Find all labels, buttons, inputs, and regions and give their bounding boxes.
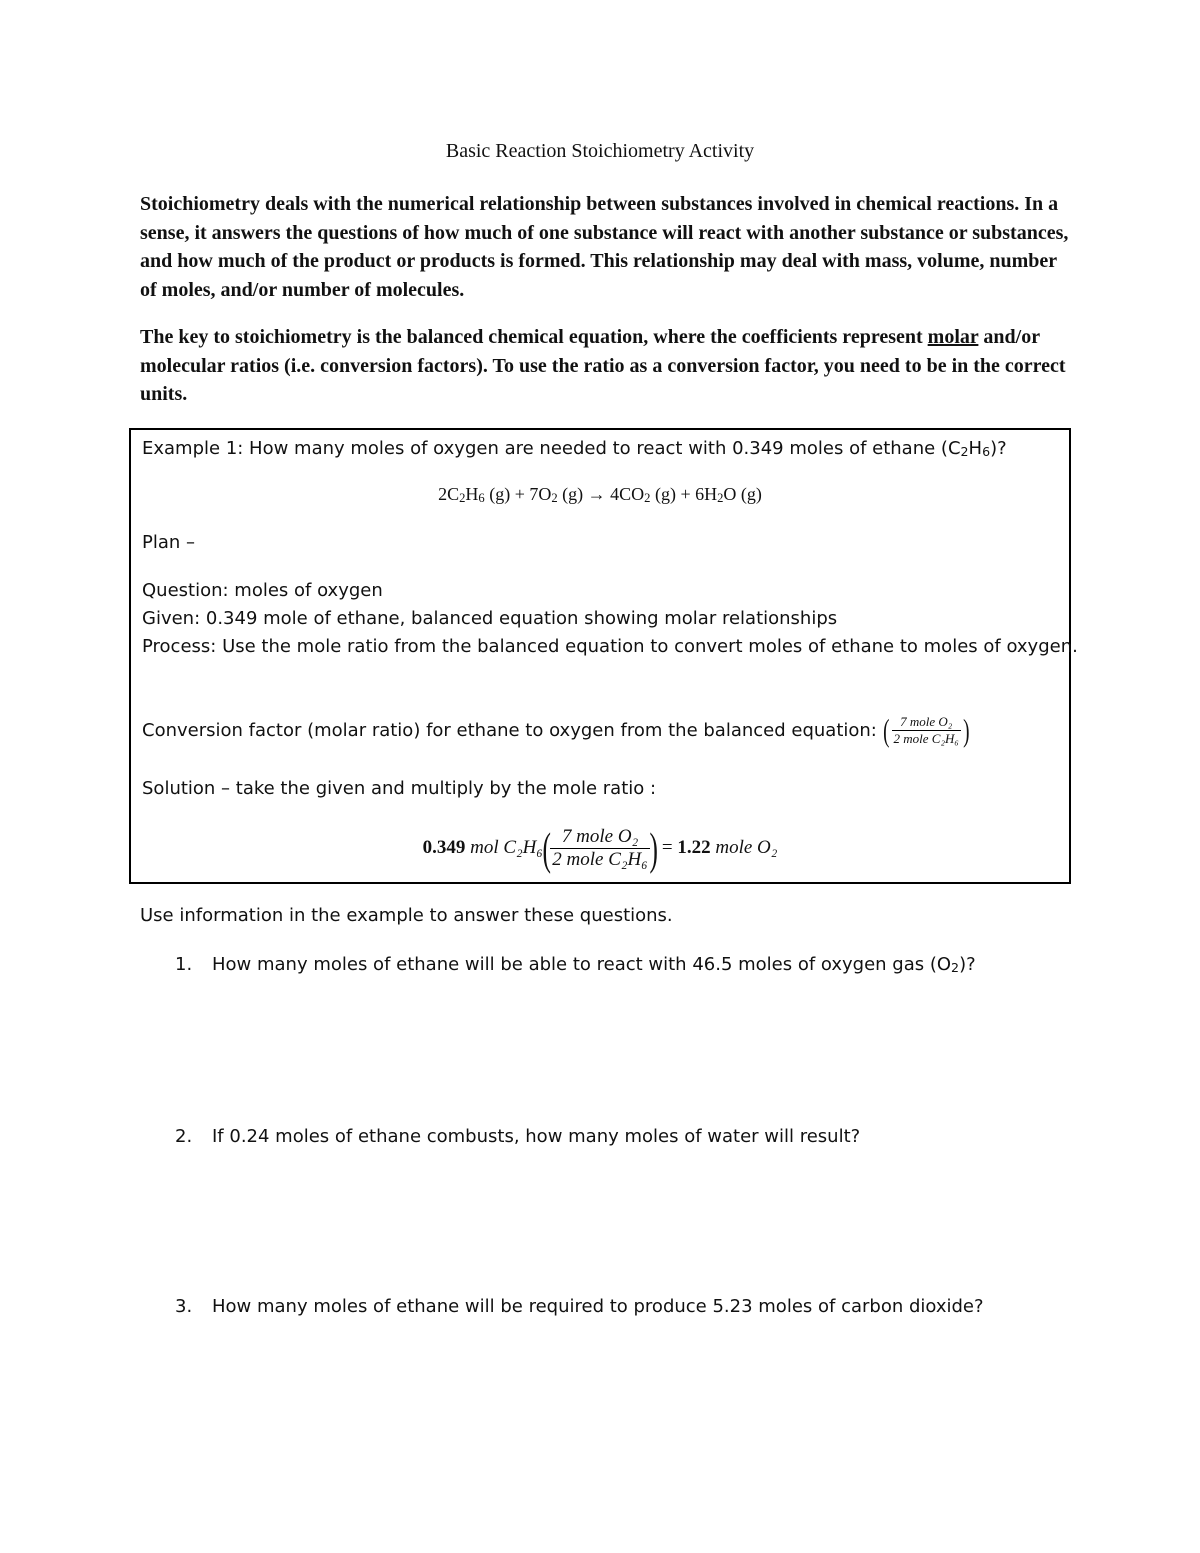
solution-label: Solution – take the given and multiply by the mole ratio :	[142, 778, 657, 799]
question-2-number: 2.	[175, 1126, 193, 1147]
eq-part-6: O (g)	[723, 484, 762, 504]
eq-sub-3: 2	[551, 491, 558, 505]
example-box	[129, 428, 1078, 884]
solution-left-paren: (	[542, 822, 551, 874]
process-line: Process: Use the mole ratio from the balanced equation to convert moles of ethane to moles of oxygen.	[142, 636, 1078, 657]
given-line: Given: 0.349 mole of ethane, balanced equation showing molar relationships	[142, 608, 838, 629]
question-3	[175, 1296, 984, 1317]
equals-sign: =	[657, 837, 678, 858]
question-1-sub: 2	[951, 960, 960, 975]
conversion-factor-line	[142, 710, 972, 750]
underlined-word: molar	[927, 326, 979, 348]
heading-sub-1: 2	[960, 444, 969, 459]
question-1-text-end: )?	[959, 954, 976, 975]
question-1-number: 1.	[175, 954, 193, 975]
eq-part-5: (g) + 6H	[650, 484, 718, 504]
solution-fraction	[550, 826, 650, 871]
given-value: 0.349	[422, 837, 466, 858]
eq-part-3: (g) + 7O	[484, 484, 552, 504]
fraction-denominator: 2 mole C₂H₆	[893, 730, 959, 746]
fraction-numerator: 7 mole O₂	[892, 714, 961, 731]
intro-text-2-start: The key to stoichiometry is the balanced chemical equation, where the coefficients represent	[140, 326, 928, 348]
solution-numerator: 7 mole O₂	[550, 826, 650, 849]
question-line: Question: moles of oxygen	[142, 580, 383, 601]
right-paren: )	[963, 711, 970, 748]
result-unit: mole O₂	[710, 837, 778, 858]
eq-part-4: (g) → 4CO	[557, 484, 645, 504]
eq-sub-2: 6	[478, 491, 485, 505]
example-heading	[142, 438, 1007, 459]
solution-equation	[131, 820, 1069, 876]
question-1	[175, 954, 976, 975]
eq-part-1: 2C	[438, 484, 460, 504]
intro-paragraph-2	[140, 323, 1070, 409]
plan-label: Plan –	[142, 532, 196, 553]
question-3-text: How many moles of ethane will be required to produce 5.23 moles of carbon dioxide?	[212, 1296, 984, 1317]
conversion-fraction	[881, 712, 972, 749]
balanced-equation	[131, 484, 1069, 505]
fraction	[892, 714, 961, 747]
instructions: Use information in the example to answer these questions.	[140, 905, 673, 926]
solution-denominator: 2 mole C₂H₆	[552, 848, 648, 870]
intro-text-2	[140, 323, 1070, 409]
question-2	[175, 1126, 860, 1147]
eq-sub-5: 2	[717, 491, 724, 505]
eq-sub-4: 2	[644, 491, 651, 505]
given-unit: mol C₂H₆	[465, 837, 543, 858]
eq-sub-1: 2	[459, 491, 466, 505]
heading-text-start: Example 1: How many moles of oxygen are needed to react with 0.349 moles of ethane (C	[142, 438, 961, 459]
intro-text-2-end: and/or molecular ratios (i.e. conversion factors). To use the ratio as a conversion factor, you need to be in the correct units.	[140, 326, 1066, 405]
intro-text-1: Stoichiometry deals with the numerical relationship between substances involved in chemical reactions. In a sense, it answers the questions of how much of one substance will react with another substance or substances, and how much of the product or products is formed. This relationship may deal with mass, volume, number of moles, and/or number of molecules.	[140, 193, 1069, 301]
left-paren: (	[883, 711, 890, 748]
page-title: Basic Reaction Stoichiometry Activity	[445, 140, 755, 162]
question-2-text: If 0.24 moles of ethane combusts, how many moles of water will result?	[212, 1126, 861, 1147]
intro-paragraph-1	[140, 190, 1070, 304]
result-value: 1.22	[677, 837, 711, 858]
heading-text-mid: H	[968, 438, 983, 459]
solution-right-paren: )	[649, 822, 658, 874]
conversion-label: Conversion factor (molar ratio) for ethane to oxygen from the balanced equation:	[142, 719, 877, 741]
heading-text-end: )?	[990, 438, 1007, 459]
heading-sub-2: 6	[982, 444, 991, 459]
question-1-text: How many moles of ethane will be able to react with 46.5 moles of oxygen gas (O	[212, 954, 952, 975]
question-3-number: 3.	[175, 1296, 193, 1317]
eq-part-2: H	[465, 484, 479, 504]
